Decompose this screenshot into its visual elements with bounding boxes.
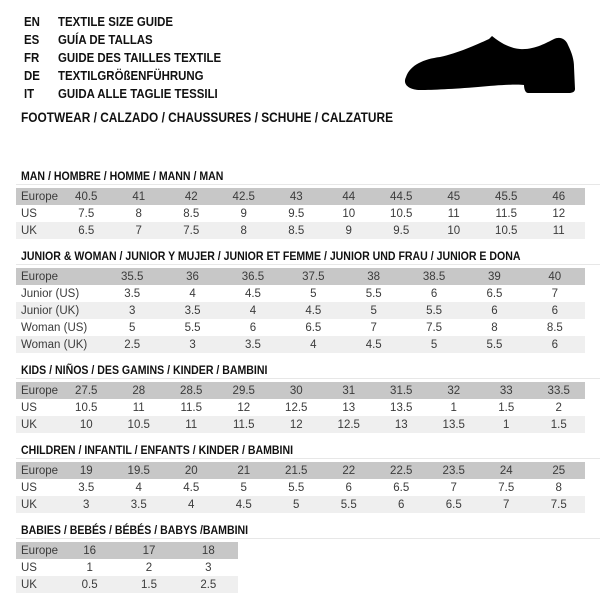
size-cell: 1.5: [140, 578, 157, 591]
size-cell: 7: [135, 224, 142, 237]
table-top-rule: [16, 538, 600, 539]
size-cell: 1.5: [550, 418, 567, 431]
size-cell: 2: [145, 561, 153, 574]
language-code: ES: [24, 32, 40, 47]
row-label: US: [21, 401, 37, 414]
size-cell: 21: [237, 464, 251, 477]
size-table: [16, 268, 585, 353]
size-cell: 6.5: [486, 287, 503, 300]
size-cell: 11: [132, 401, 145, 414]
table-row: [16, 268, 585, 285]
size-cell: 8: [240, 224, 247, 237]
size-cell: 39: [488, 270, 501, 283]
shoe-icon: [388, 15, 588, 110]
size-cell: 4: [188, 498, 195, 511]
size-cell: 43: [289, 190, 303, 203]
size-cell: 19.5: [127, 464, 150, 477]
language-list: [24, 13, 243, 103]
size-cell: 10: [342, 207, 356, 220]
size-table: [16, 542, 238, 593]
table-title: BABIES / BEBÉS / BÉBÉS / BABYS /BAMBINI: [21, 523, 249, 537]
size-cell: 21.5: [285, 464, 308, 477]
size-table-section: [16, 524, 600, 593]
table-row: [16, 222, 585, 239]
size-cell: 10.5: [75, 401, 98, 414]
size-cell: 4.5: [305, 304, 322, 317]
size-cell: 16: [83, 544, 97, 557]
size-cell: 2.5: [200, 578, 217, 591]
size-cell: 5: [240, 481, 247, 494]
table-row: [16, 336, 585, 353]
size-cell: 32: [447, 384, 461, 397]
row-label: US: [21, 207, 37, 220]
size-cell: 6: [249, 321, 257, 334]
language-label: GUIDA ALLE TAGLIE TESSILI: [58, 86, 218, 101]
size-cell: 7: [551, 287, 559, 300]
size-cell: 5.5: [426, 304, 443, 317]
size-cell: 45.5: [495, 190, 518, 203]
size-cell: 42: [184, 190, 198, 203]
size-cell: 33.5: [547, 384, 570, 397]
language-row-fr: [24, 49, 243, 67]
row-label: Woman (UK): [21, 338, 88, 351]
table-row: [16, 479, 585, 496]
size-cell: 5: [310, 287, 317, 300]
size-cell: 1: [86, 561, 93, 574]
size-cell: 22: [342, 464, 356, 477]
size-cell: 1.5: [498, 401, 515, 414]
table-top-rule: [16, 264, 600, 265]
size-cell: 11.5: [232, 418, 255, 431]
table-title: MAN / HOMBRE / HOMME / MANN / MAN: [21, 169, 224, 183]
size-cell: 9: [345, 224, 352, 237]
size-table: [16, 382, 585, 433]
size-cell: 10: [79, 418, 93, 431]
row-label: UK: [21, 224, 37, 237]
size-cell: 3: [83, 498, 90, 511]
size-cell: 8.5: [546, 321, 563, 334]
size-cell: 13: [394, 418, 408, 431]
size-cell: 11.5: [495, 207, 518, 220]
size-cell: 13: [342, 401, 356, 414]
table-row: [16, 188, 585, 205]
size-cell: 7.5: [498, 481, 515, 494]
size-table-section: [16, 170, 600, 239]
size-cell: 7.5: [78, 207, 95, 220]
size-cell: 8.5: [288, 224, 305, 237]
size-cell: 3: [128, 304, 136, 317]
size-cell: 27.5: [75, 384, 98, 397]
size-cell: 12.5: [337, 418, 360, 431]
row-label: Europe: [21, 190, 59, 203]
category-heading: FOOTWEAR / CALZADO / CHAUSSURES / SCHUHE / CALZATURE: [21, 110, 394, 125]
size-cell: 20: [184, 464, 198, 477]
size-cell: 9.5: [393, 224, 410, 237]
size-cell: 46: [552, 190, 566, 203]
size-cell: 8: [135, 207, 142, 220]
size-table-section: [16, 444, 600, 513]
size-cell: 28: [132, 384, 146, 397]
size-cell: 6: [345, 481, 352, 494]
size-cell: 38.5: [422, 270, 446, 283]
size-cell: 10.5: [495, 224, 518, 237]
size-cell: 23.5: [442, 464, 465, 477]
table-row: [16, 285, 585, 302]
size-cell: 36: [186, 270, 199, 283]
size-cell: 4.5: [235, 498, 252, 511]
size-cell: 8: [555, 481, 562, 494]
size-cell: 0.5: [81, 578, 98, 591]
size-cell: 3.5: [78, 481, 95, 494]
size-cell: 3.5: [124, 287, 141, 300]
size-cell: 6.5: [393, 481, 410, 494]
size-cell: 7.5: [426, 321, 443, 334]
table-row: [16, 416, 585, 433]
size-cell: 6: [491, 304, 498, 317]
size-cell: 5.5: [365, 287, 382, 300]
row-label: Junior (UK): [21, 304, 80, 317]
size-tables: [16, 170, 600, 600]
language-code: DE: [24, 68, 40, 83]
size-cell: 19: [79, 464, 93, 477]
language-row-it: [24, 85, 243, 103]
size-cell: 22.5: [390, 464, 413, 477]
row-label: Junior (US): [21, 287, 80, 300]
size-cell: 3.5: [244, 338, 261, 351]
size-cell: 30: [289, 384, 303, 397]
size-cell: 5: [370, 304, 377, 317]
table-top-rule: [16, 378, 600, 379]
size-cell: 9: [240, 207, 247, 220]
table-row: [16, 496, 585, 513]
size-cell: 4: [189, 287, 196, 300]
size-cell: 5.5: [288, 481, 305, 494]
size-cell: 5: [128, 321, 136, 334]
size-cell: 6.5: [445, 498, 462, 511]
size-table: [16, 188, 585, 239]
size-cell: 9.5: [288, 207, 305, 220]
language-code: IT: [24, 86, 35, 101]
size-cell: 33: [499, 384, 513, 397]
size-cell: 5.5: [184, 321, 201, 334]
size-cell: 11: [447, 207, 460, 220]
size-cell: 42.5: [232, 190, 255, 203]
size-cell: 6.5: [305, 321, 322, 334]
size-cell: 45: [447, 190, 461, 203]
size-cell: 28.5: [180, 384, 203, 397]
size-cell: 1: [503, 418, 510, 431]
size-cell: 8.5: [183, 207, 200, 220]
language-row-en: [24, 13, 243, 31]
row-label: Europe: [21, 384, 59, 397]
size-cell: 5.5: [486, 338, 503, 351]
size-cell: 6: [430, 287, 438, 300]
table-top-rule: [16, 184, 600, 185]
row-label: UK: [21, 418, 37, 431]
size-cell: 6.5: [78, 224, 95, 237]
table-title: CHILDREN / INFANTIL / ENFANTS / KINDER / BAMBINI: [21, 443, 294, 457]
size-cell: 4: [310, 338, 317, 351]
table-row: [16, 576, 238, 593]
row-label: US: [21, 481, 37, 494]
size-table: [16, 462, 585, 513]
row-label: UK: [21, 578, 37, 591]
size-table-section: [16, 364, 600, 433]
size-cell: 7.5: [550, 498, 567, 511]
size-cell: 18: [201, 544, 215, 557]
size-cell: 7: [503, 498, 510, 511]
size-cell: 1: [450, 401, 457, 414]
language-code: EN: [24, 14, 40, 29]
table-row: [16, 382, 585, 399]
table-title: JUNIOR & WOMAN / JUNIOR Y MUJER / JUNIOR ET FEMME / JUNIOR UND FRAU / JUNIOR E DONA: [21, 249, 521, 263]
table-row: [16, 319, 585, 336]
row-label: Europe: [21, 544, 59, 557]
row-label: Woman (US): [21, 321, 88, 334]
size-cell: 6: [398, 498, 405, 511]
size-cell: 10.5: [127, 418, 150, 431]
size-cell: 17: [142, 544, 156, 557]
size-cell: 2.5: [124, 338, 141, 351]
table-row: [16, 302, 585, 319]
size-cell: 12: [237, 401, 251, 414]
size-cell: 31.5: [390, 384, 413, 397]
table-row: [16, 542, 238, 559]
size-cell: 29.5: [232, 384, 255, 397]
size-cell: 41: [132, 190, 146, 203]
size-cell: 4: [135, 481, 142, 494]
size-cell: 37.5: [302, 270, 325, 283]
size-cell: 25: [552, 464, 566, 477]
row-label: UK: [21, 498, 37, 511]
size-cell: 2: [555, 401, 562, 414]
language-label: TEXTILGRÖßENFÜHRUNG: [58, 68, 204, 83]
size-cell: 44.5: [390, 190, 413, 203]
size-cell: 10: [447, 224, 461, 237]
size-cell: 7: [370, 321, 377, 334]
size-cell: 11: [185, 418, 198, 431]
table-title: KIDS / NIÑOS / DES GAMINS / KINDER / BAMBINI: [21, 363, 268, 377]
language-row-de: [24, 67, 243, 85]
size-cell: 3.5: [130, 498, 147, 511]
size-cell: 11.5: [180, 401, 203, 414]
size-cell: 38: [367, 270, 381, 283]
size-cell: 40: [548, 270, 562, 283]
size-cell: 13.5: [442, 418, 465, 431]
size-cell: 4: [249, 304, 257, 317]
size-cell: 4.5: [365, 338, 382, 351]
row-label: Europe: [21, 270, 59, 283]
size-cell: 12.5: [285, 401, 308, 414]
size-cell: 7: [450, 481, 457, 494]
language-label: GUÍA DE TALLAS: [58, 32, 153, 47]
language-label: GUIDE DES TAILLES TEXTILE: [58, 50, 222, 65]
size-cell: 6: [551, 304, 559, 317]
language-code: FR: [24, 50, 40, 65]
size-cell: 3: [205, 561, 212, 574]
table-row: [16, 205, 585, 222]
size-cell: 5: [430, 338, 438, 351]
table-row: [16, 559, 238, 576]
size-cell: 5: [293, 498, 300, 511]
language-row-es: [24, 31, 243, 49]
size-cell: 44: [342, 190, 356, 203]
size-cell: 3.5: [184, 304, 201, 317]
table-row: [16, 399, 585, 416]
size-cell: 3: [189, 338, 196, 351]
row-label: Europe: [21, 464, 59, 477]
size-cell: 11: [552, 224, 565, 237]
size-cell: 4.5: [183, 481, 200, 494]
language-label: TEXTILE SIZE GUIDE: [58, 14, 174, 29]
size-cell: 5.5: [340, 498, 357, 511]
size-cell: 36.5: [241, 270, 265, 283]
size-cell: 40.5: [75, 190, 98, 203]
size-cell: 6: [551, 338, 559, 351]
size-cell: 31: [342, 384, 356, 397]
size-cell: 10.5: [390, 207, 413, 220]
table-row: [16, 462, 585, 479]
size-cell: 7.5: [183, 224, 200, 237]
table-top-rule: [16, 458, 600, 459]
size-cell: 24: [499, 464, 513, 477]
size-cell: 35.5: [120, 270, 144, 283]
size-cell: 13.5: [390, 401, 413, 414]
row-label: US: [21, 561, 37, 574]
size-cell: 12: [552, 207, 566, 220]
size-table-section: [16, 250, 600, 353]
size-cell: 12: [289, 418, 303, 431]
size-cell: 8: [491, 321, 498, 334]
size-cell: 4.5: [244, 287, 261, 300]
